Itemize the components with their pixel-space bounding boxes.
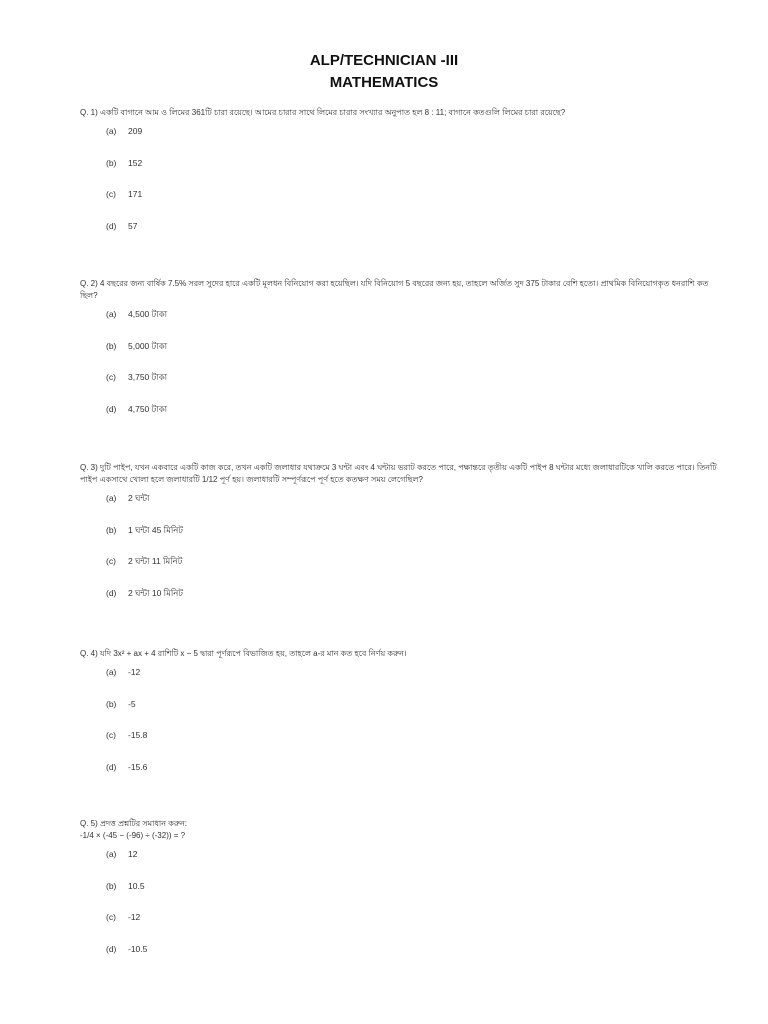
option-d[interactable] [106,761,718,793]
question-4 [80,648,718,792]
question-expression: -1/4 × (-45 − (-96) ÷ (-32)) = ? [80,831,186,840]
option-letter: (b) [106,880,117,891]
option-text: 5,000 টাকা [128,340,168,351]
option-d[interactable] [106,403,718,435]
option-text: 1 ঘন্টা 45 মিনিট [128,524,183,535]
option-text: 152 [128,157,143,168]
option-text: 2 ঘন্টা [128,493,150,503]
option-letter: (d) [106,403,117,414]
option-text: 4,750 টাকা [128,403,168,414]
option-text: 57 [128,220,138,231]
option-letter: (a) [106,667,117,677]
option-letter: (d) [106,220,117,231]
option-b[interactable] [106,698,718,730]
option-d[interactable] [106,587,718,619]
option-list [106,125,718,251]
option-a[interactable] [106,848,718,880]
option-letter: (a) [106,493,117,503]
option-list [106,666,718,792]
option-text: 12 [128,849,138,859]
option-letter: (c) [106,556,116,566]
option-b[interactable] [106,157,718,189]
option-list [106,492,718,618]
question-text: Q. 4) যদি 3x² + ax + 4 রাশিটি x − 5 দ্বারা পূর্ণরূপে বিভাজিত হয়, তাহলে a-র মান কত হবে নির্ণয় করুন। [80,649,407,658]
option-text: 209 [128,126,143,136]
option-letter: (c) [106,189,116,199]
option-letter: (b) [106,524,117,535]
option-c[interactable] [106,188,718,220]
option-c[interactable] [106,555,718,587]
option-text: -15.6 [128,761,148,772]
option-letter: (d) [106,587,117,598]
option-text: -5 [128,698,136,709]
question-3 [80,462,718,618]
option-letter: (d) [106,761,117,772]
option-letter: (a) [106,849,117,859]
option-list [106,848,718,974]
option-letter: (b) [106,698,117,709]
option-b[interactable] [106,880,718,912]
option-text: 3,750 টাকা [128,372,168,382]
document-title: ALP/TECHNICIAN -III [309,52,459,69]
option-d[interactable] [106,943,718,975]
question-text: Q. 1) একটি বাগানে আম ও লিমের 361টি চারা রয়েছে। আমের চারার সাথে লিমের চারার সংখ্যার অনুপাত হল 8 : 11; বাগানে কতগুলি লিমের চারা রয়েছে? [80,108,566,117]
option-text: -10.5 [128,943,148,954]
option-letter: (b) [106,157,117,168]
option-letter: (c) [106,372,116,382]
option-letter: (c) [106,730,116,740]
option-text: 4,500 টাকা [128,309,168,319]
option-letter: (a) [106,309,117,319]
question-2 [80,278,718,434]
option-text: 171 [128,189,143,199]
option-text: 2 ঘন্টা 11 মিনিট [128,556,183,566]
option-text: -15.8 [128,730,148,740]
option-text: 2 ঘন্টা 10 মিনিট [128,587,183,598]
question-text: Q. 2) 4 বছরের জন্য বার্ষিক 7.5% সরল সুদের হারে একটি মূলধন বিনিয়োগ করা হয়েছিল। যদি বিনিয়োগ 5 বছরের জন্য হয়, তাহলে অর্জিত সুদ 375 টাকার বেশি হতো। প্রাথমিক বিনিয়োগকৃত ধনরাশি কত ছিল? [80,279,709,300]
option-text: 10.5 [128,880,145,891]
option-a[interactable] [106,125,718,157]
option-letter: (c) [106,912,116,922]
option-letter: (a) [106,126,117,136]
option-c[interactable] [106,371,718,403]
question-text: Q. 3) দুটি পাইপ, যখন একবারে একটি কাজ করে, তখন একটি জলাধার যথাক্রমে 3 ঘন্টা এবং 4 ঘন্টায় ভরাট করতে পারে, পক্ষান্তরে তৃতীয় একটি পাইপ 8 ঘন্টার মধ্যে জলাধারটিকে খালি করতে পারে। তিনটি পাইপ একসাথে খোলা হলে জলাধারটি 1/12 পূর্ণ হয়। জলাধারটি সম্পূর্ণরূপে পূর্ণ হতে কতক্ষণ সময় লেগেছিল? [80,463,717,484]
document-subtitle: MATHEMATICS [329,74,439,91]
option-text: -12 [128,667,141,677]
question-text: Q. 5) প্রদত্ত প্রশ্নটির সমাধান করুন: [80,819,187,828]
option-b[interactable] [106,524,718,556]
option-list [106,308,718,434]
option-letter: (b) [106,340,117,351]
option-a[interactable] [106,666,718,698]
option-text: -12 [128,912,141,922]
option-b[interactable] [106,340,718,372]
option-c[interactable] [106,729,718,761]
option-d[interactable] [106,220,718,252]
option-a[interactable] [106,308,718,340]
option-a[interactable] [106,492,718,524]
question-1 [80,107,718,251]
question-5 [80,818,718,974]
option-c[interactable] [106,911,718,943]
option-letter: (d) [106,943,117,954]
